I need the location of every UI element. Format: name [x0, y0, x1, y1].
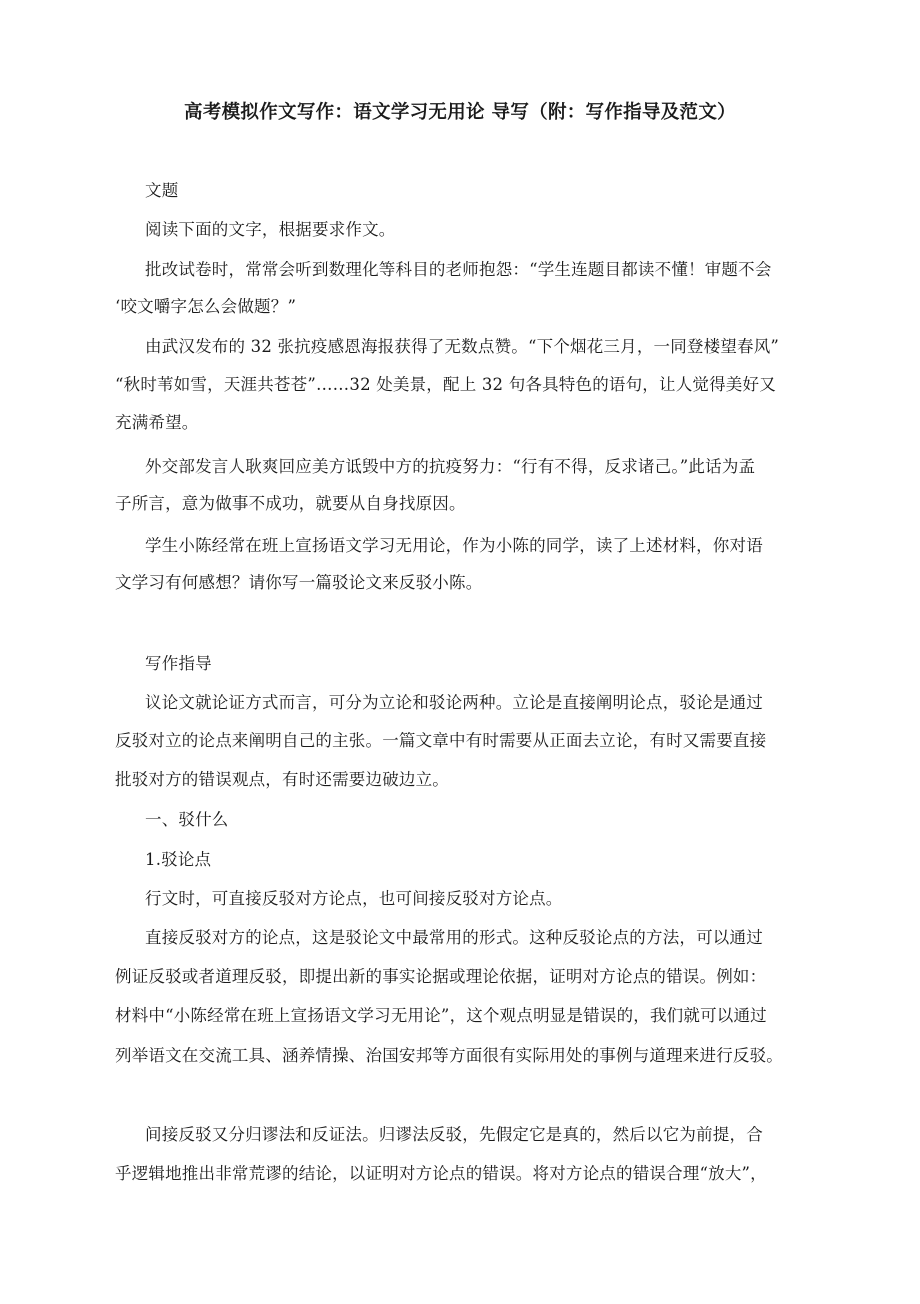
paragraph-line: 直接反驳对方的论点，这是驳论文中最常用的形式。这种反驳论点的方法，可以通过 [145, 928, 763, 947]
paragraph-line: 外交部发言人耿爽回应美方诋毁中方的抗疫努力：“行有不得，反求诸己。”此话为孟 [145, 457, 756, 476]
paragraph-line: 批驳对方的错误观点，有时还需要边破边立。 [115, 770, 449, 789]
paragraph-line: 乎逻辑地推出非常荒谬的结论，以证明对方论点的错误。将对方论点的错误合理“放大”， [115, 1164, 767, 1183]
paragraph-line: 子所言，意为做事不成功，就要从自身找原因。 [115, 494, 466, 513]
paragraph-line: 列举语文在交流工具、涵养情操、治国安邦等方面很有实际用处的事例与道理来进行反驳。 [115, 1046, 783, 1065]
paragraph-line: 行文时，可直接反驳对方论点，也可间接反驳对方论点。 [145, 889, 563, 908]
paragraph-line: 充满希望。 [115, 413, 199, 432]
subheading-what-to-refute: 一、驳什么 [145, 810, 229, 829]
paragraph-line: 反驳对立的论点来阐明自己的主张。一篇文章中有时需要从正面去立论，有时又需要直接 [115, 731, 767, 750]
section-heading-prompt: 文题 [145, 181, 179, 200]
paragraph-line: 批改试卷时，常常会听到数理化等科目的老师抱怨：“学生连题目都读不懂！审题不会 [145, 260, 772, 279]
section-heading-guidance: 写作指导 [145, 654, 212, 673]
paragraph-line: “秋时苇如雪，天涯共苍苍”……32 处美景，配上 32 句各具特色的语句，让人觉得美好又 [115, 375, 776, 394]
subheading-refute-argument: 1.驳论点 [145, 850, 212, 869]
paragraph-line: ‘咬文嚼字怎么会做题？” [115, 297, 297, 316]
paragraph-line: 议论文就论证方式而言，可分为立论和驳论两种。立论是直接阐明论点，驳论是通过 [145, 693, 763, 712]
paragraph-instructions: 阅读下面的文字，根据要求作文。 [145, 220, 396, 239]
document-title: 高考模拟作文写作：语文学习无用论 导写（附：写作指导及范文） [184, 102, 736, 123]
paragraph-line: 间接反驳又分归谬法和反证法。归谬法反驳，先假定它是真的，然后以它为前提，合 [145, 1125, 763, 1144]
paragraph-line: 由武汉发布的 32 张抗疫感恩海报获得了无数点赞。“下个烟花三月，一同登楼望春风” [145, 337, 780, 356]
paragraph-line: 例证反驳或者道理反驳，即提出新的事实论据或理论依据，证明对方论点的错误。例如： [115, 967, 767, 986]
paragraph-line: 材料中“小陈经常在班上宣扬语文学习无用论”，这个观点明显是错误的，我们就可以通过 [115, 1006, 767, 1025]
paragraph-line: 文学习有何感想？请你写一篇驳论文来反驳小陈。 [115, 573, 483, 592]
paragraph-line: 学生小陈经常在班上宣扬语文学习无用论，作为小陈的同学，读了上述材料，你对语 [145, 536, 763, 555]
